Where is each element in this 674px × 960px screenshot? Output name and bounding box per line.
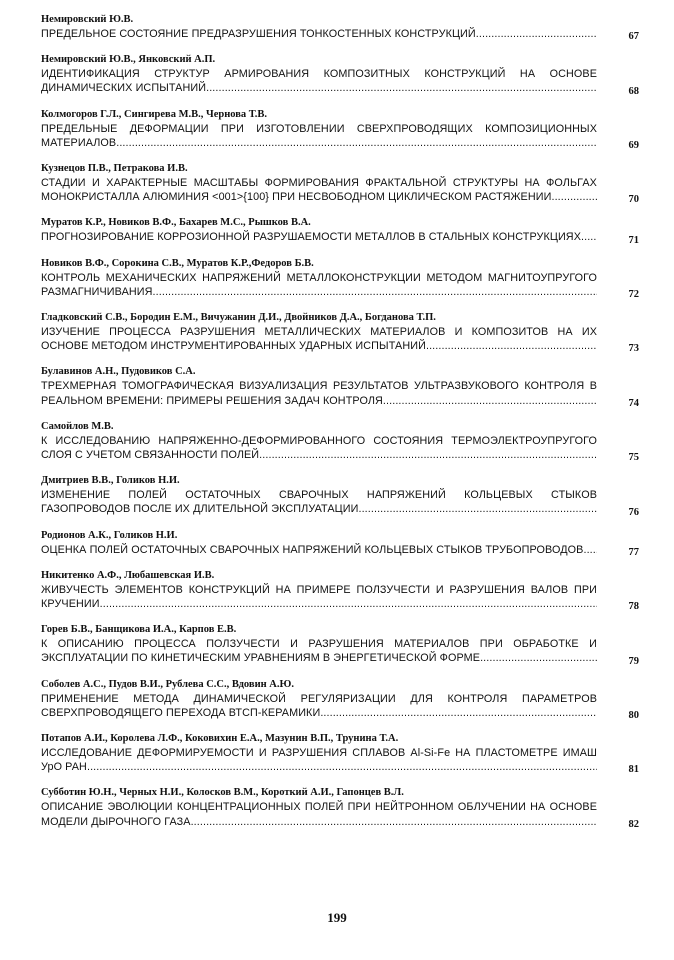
toc-entry <box>41 529 639 557</box>
entry-authors: Немировский Ю.В., Янковский А.П. <box>41 54 216 66</box>
entry-title-text: ПРЕДЕЛЬНЫЕ ДЕФОРМАЦИИ ПРИ ИЗГОТОВЛЕНИИ СВЕРХПРОВОДЯЩИХ КОМПОЗИЦИОННЫХ МАТЕРИАЛОВ ..... <box>41 123 597 149</box>
entry-page-number: 75 <box>628 452 639 464</box>
entry-title-row <box>41 325 639 353</box>
entry-title-text: ИЗМЕНЕНИЕ ПОЛЕЙ ОСТАТОЧНЫХ СВАРОЧНЫХ НАПРЯЖЕНИЙ КОЛЬЦЕВЫХ СТЫКОВ ГАЗОПРОВОДОВ ПОСЛЕ ИХ ДЛИТЕЛЬНОЙ ЭКСПЛУАТАЦИИ ..... <box>41 489 597 515</box>
entry-authors: Дмитриев В.В., Голиков Н.И. <box>41 475 180 487</box>
toc-entry <box>41 474 639 516</box>
entry-title <box>41 746 597 774</box>
entry-title-row <box>41 27 639 41</box>
toc-entry <box>41 108 639 150</box>
entry-page-number: 78 <box>628 601 639 613</box>
entry-title-row <box>41 637 639 665</box>
entry-authors: Кузнецов П.В., Петракова И.В. <box>41 163 188 175</box>
entry-page-number: 77 <box>628 546 639 558</box>
entry-page-number: 67 <box>628 31 639 43</box>
entry-page-number: 73 <box>628 343 639 355</box>
entry-title-row <box>41 176 639 204</box>
entry-page-number: 76 <box>628 506 639 518</box>
entry-authors: Потапов А.И., Королева Л.Ф., Коковихин Е.А., Мазунин В.П., Трунина Т.А. <box>41 733 399 745</box>
entry-title-text: ЖИВУЧЕСТЬ ЭЛЕМЕНТОВ КОНСТРУКЦИЙ НА ПРИМЕРЕ ПОЛЗУЧЕСТИ И РАЗРУШЕНИЯ ВАЛОВ ПРИ КРУЧЕНИИ ..... <box>41 584 597 610</box>
entry-title-row <box>41 692 639 720</box>
toc-entry <box>41 13 639 41</box>
entry-authors: Новиков В.Ф., Сорокина С.В., Муратов К.Р.,Федоров Б.В. <box>41 257 314 269</box>
toc-entry <box>41 162 639 204</box>
entry-title-text: ПРИМЕНЕНИЕ МЕТОДА ДИНАМИЧЕСКОЙ РЕГУЛЯРИЗАЦИИ ДЛЯ КОНТРОЛЯ ПАРАМЕТРОВ СВЕРХПРОВОДЯЩЕГО ПЕРЕХОДА ВТСП-КЕРАМИКИ ..... <box>41 693 597 719</box>
entry-title-text: К ИССЛЕДОВАНИЮ НАПРЯЖЕННО-ДЕФОРМИРОВАННОГО СОСТОЯНИЯ ТЕРМОЭЛЕКТРОУПРУГОГО СЛОЯ С УЧЕТОМ СВЯЗАННОСТИ ПОЛЕЙ ..... <box>41 435 597 461</box>
entry-page-number: 70 <box>628 194 639 206</box>
entry-title-row <box>41 379 639 407</box>
entry-title-row <box>41 583 639 611</box>
entry-page-number: 72 <box>628 289 639 301</box>
entry-title <box>41 27 597 41</box>
entry-page-number: 71 <box>628 234 639 246</box>
toc-entry <box>41 623 639 665</box>
entry-title-row <box>41 800 639 828</box>
entry-title-text: ИССЛЕДОВАНИЕ ДЕФОРМИРУЕМОСТИ И РАЗРУШЕНИЯ СПЛАВОВ Al-Si-Fe НА ПЛАСТОМЕТРЕ ИМАШ УрО РАН ..... <box>41 747 597 773</box>
toc-entry <box>41 257 639 299</box>
entry-title-text: ИДЕНТИФИКАЦИЯ СТРУКТУР АРМИРОВАНИЯ КОМПОЗИТНЫХ КОНСТРУКЦИЙ НА ОСНОВЕ ДИНАМИЧЕСКИХ ИСПЫТАНИЙ ..... <box>41 68 597 94</box>
entry-title <box>41 379 597 407</box>
entry-title <box>41 583 597 611</box>
entry-authors: Соболев А.С., Пудов В.И., Рублева С.С., Вдовин А.Ю. <box>41 678 294 690</box>
entry-page-number: 82 <box>628 818 639 830</box>
entry-title-row <box>41 434 639 462</box>
entry-title-text: ПРЕДЕЛЬНОЕ СОСТОЯНИЕ ПРЕДРАЗРУШЕНИЯ ТОНКОСТЕННЫХ КОНСТРУКЦИЙ ..... <box>41 28 476 40</box>
entry-title-row <box>41 488 639 516</box>
entry-page-number: 69 <box>628 140 639 152</box>
toc-entry <box>41 420 639 462</box>
entry-title <box>41 543 597 557</box>
toc-entry <box>41 732 639 774</box>
entry-title-row <box>41 271 639 299</box>
entry-title <box>41 434 597 462</box>
entry-title <box>41 325 597 353</box>
entry-authors: Муратов К.Р., Новиков В.Ф., Бахарев М.С., Рышков В.А. <box>41 217 311 229</box>
toc-entry <box>41 311 639 353</box>
entry-title <box>41 692 597 720</box>
entry-page-number: 68 <box>628 85 639 97</box>
entry-title-text: ИЗУЧЕНИЕ ПРОЦЕССА РАЗРУШЕНИЯ МЕТАЛЛИЧЕСКИХ МАТЕРИАЛОВ И КОМПОЗИТОВ НА ИХ ОСНОВЕ МЕТОДОМ ИНСТРУМЕНТИРОВАННЫХ УДАРНЫХ ИСПЫТАНИЙ ..... <box>41 326 597 352</box>
entry-title <box>41 176 597 204</box>
entry-authors: Родионов А.К., Голиков Н.И. <box>41 529 178 541</box>
entry-authors: Горев Б.В., Банщикова И.А., Карпов Е.В. <box>41 624 237 636</box>
toc-entry <box>41 678 639 720</box>
entry-authors: Никитенко А.Ф., Любашевская И.В. <box>41 569 215 581</box>
entry-title <box>41 488 597 516</box>
entry-title-text: КОНТРОЛЬ МЕХАНИЧЕСКИХ НАПРЯЖЕНИЙ МЕТАЛЛОКОНСТРУКЦИИ МЕТОДОМ МАГНИТОУПРУГОГО РАЗМАГНИЧИВАНИЯ ..... <box>41 272 597 298</box>
entry-title <box>41 800 597 828</box>
entry-title-row <box>41 543 639 557</box>
toc-entry <box>41 365 639 407</box>
entry-title-text: СТАДИИ И ХАРАКТЕРНЫЕ МАСШТАБЫ ФОРМИРОВАНИЯ ФРАКТАЛЬНОЙ СТРУКТУРЫ НА ФОЛЬГАХ МОНОКРИСТАЛЛА АЛЮМИНИЯ <001>{100} ПРИ НЕСВОБОДНОМ ЦИКЛИЧЕСКОМ РАСТЯЖЕНИИ ..... <box>41 177 597 203</box>
entry-authors: Самойлов М.В. <box>41 420 114 432</box>
entry-title-text: ОЦЕНКА ПОЛЕЙ ОСТАТОЧНЫХ СВАРОЧНЫХ НАПРЯЖЕНИЙ КОЛЬЦЕВЫХ СТЫКОВ ТРУБОПРОВОДОВ ..... <box>41 544 583 556</box>
entry-title-row <box>41 67 639 95</box>
entry-title <box>41 637 597 665</box>
entry-page-number: 81 <box>628 764 639 776</box>
entry-page-number: 80 <box>628 710 639 722</box>
entry-page-number: 79 <box>628 655 639 667</box>
table-of-contents <box>41 13 639 841</box>
entry-authors: Немировский Ю.В. <box>41 14 134 25</box>
entry-title <box>41 67 597 95</box>
toc-entry <box>41 53 639 95</box>
entry-title-text: К ОПИСАНИЮ ПРОЦЕССА ПОЛЗУЧЕСТИ И РАЗРУШЕНИЯ МАТЕРИАЛОВ ПРИ ОБРАБОТКЕ И ЭКСПЛУАТАЦИИ ПО КИНЕТИЧЕСКИМ УРАВНЕНИЯМ В ЭНЕРГЕТИЧЕСКОЙ ФОРМЕ ..... <box>41 638 597 664</box>
entry-title-text: ОПИСАНИЕ ЭВОЛЮЦИИ КОНЦЕНТРАЦИОННЫХ ПОЛЕЙ ПРИ НЕЙТРОННОМ ОБЛУЧЕНИИ НА ОСНОВЕ МОДЕЛИ ДЫРОЧНОГО ГАЗА ..... <box>41 801 597 827</box>
toc-entry <box>41 786 639 828</box>
entry-authors: Колмогоров Г.Л., Сингирева М.В., Чернова Т.В. <box>41 108 268 120</box>
entry-title-row <box>41 122 639 150</box>
entry-title-row <box>41 746 639 774</box>
toc-entry <box>41 216 639 244</box>
entry-page-number: 74 <box>628 397 639 409</box>
entry-authors: Субботин Ю.Н., Черных Н.И., Колосков В.М., Короткий А.И., Гапонцев В.Л. <box>41 787 404 799</box>
entry-title <box>41 230 597 244</box>
entry-title-text: ТРЕХМЕРНАЯ ТОМОГРАФИЧЕСКАЯ ВИЗУАЛИЗАЦИЯ РЕЗУЛЬТАТОВ УЛЬТРАЗВУКОВОГО КОНТРОЛЯ В РЕАЛЬНОМ ВРЕМЕНИ: ПРИМЕРЫ РЕШЕНИЯ ЗАДАЧ КОНТРОЛЯ ..... <box>41 380 597 406</box>
page-number: 199 <box>327 910 347 925</box>
entry-authors: Булавинов А.Н., Пудовиков С.А. <box>41 366 196 378</box>
entry-title <box>41 271 597 299</box>
entry-title-row <box>41 230 639 244</box>
entry-title <box>41 122 597 150</box>
entry-title-text: ПРОГНОЗИРОВАНИЕ КОРРОЗИОННОЙ РАЗРУШАЕМОСТИ МЕТАЛЛОВ В СТАЛЬНЫХ КОНСТРУКЦИЯХ ..... <box>41 231 581 243</box>
toc-entry <box>41 569 639 611</box>
entry-authors: Гладковский С.В., Бородин Е.М., Вичужанин Д.И., Двойников Д.А., Богданова Т.П. <box>41 312 436 324</box>
